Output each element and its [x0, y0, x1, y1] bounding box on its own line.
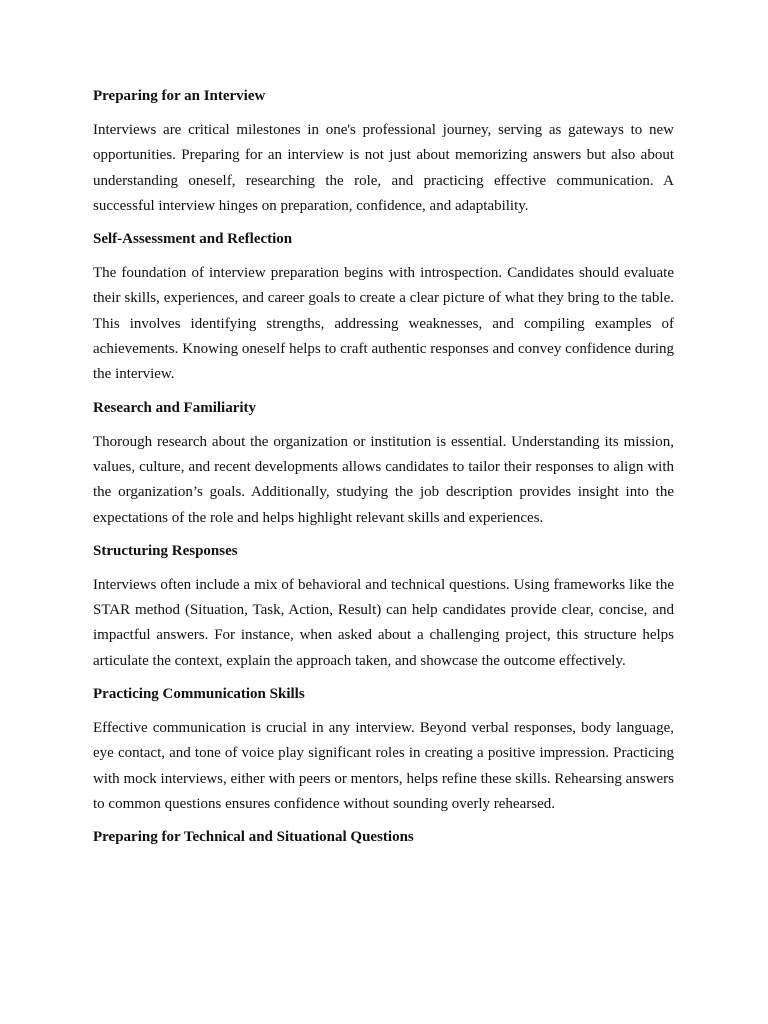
- section-paragraph: Interviews are critical milestones in one's professional journey, serving as gateways to new opportunities. Preparing for an interview is not just about memorizing answers but also about understanding oneself, researching the role, and practicing effective communication. A successful interview hinges on preparation, confidence, and adaptability.: [93, 122, 674, 214]
- section-heading: Preparing for an Interview: [93, 88, 266, 104]
- section-paragraph: Interviews often include a mix of behavioral and technical questions. Using frameworks like the STAR method (Situation, Task, Action, Result) can help candidates provide clear, concise, and impactful answers. For instance, when asked about a challenging project, this structure helps articulate the context, explain the approach taken, and showcase the outcome effectively.: [93, 576, 674, 669]
- section-paragraph: Thorough research about the organization or institution is essential. Understanding its mission, values, culture, and recent developments allows candidates to tailor their responses to align with the organization’s goals. Additionally, studying the job description provides insight into the expectations of the role and helps highlight relevant skills and experiences.: [93, 433, 674, 526]
- section-heading: Research and Familiarity: [93, 399, 257, 416]
- section-heading: Practicing Communication Skills: [93, 686, 305, 703]
- section-paragraph: The foundation of interview preparation begins with introspection. Candidates should evaluate their skills, experiences, and career goals to create a clear picture of what they bring to the table. This involves identifying strengths, addressing weaknesses, and compiling examples of achievements. Knowing oneself helps to craft authentic responses and convey confidence during the interview.: [93, 265, 674, 383]
- section-paragraph: Effective communication is crucial in any interview. Beyond verbal responses, body language, eye contact, and tone of voice play significant roles in creating a positive impression. Practicing with mock interviews, either with peers or mentors, helps refine these skills. Rehearsing answers to common questions ensures confidence without sounding overly rehearsed.: [93, 720, 674, 812]
- document-page: [93, 86, 674, 859]
- section-heading: Preparing for Technical and Situational Questions: [93, 829, 414, 846]
- section-heading: Self-Assessment and Reflection: [93, 231, 293, 248]
- section-heading: Structuring Responses: [93, 542, 238, 559]
